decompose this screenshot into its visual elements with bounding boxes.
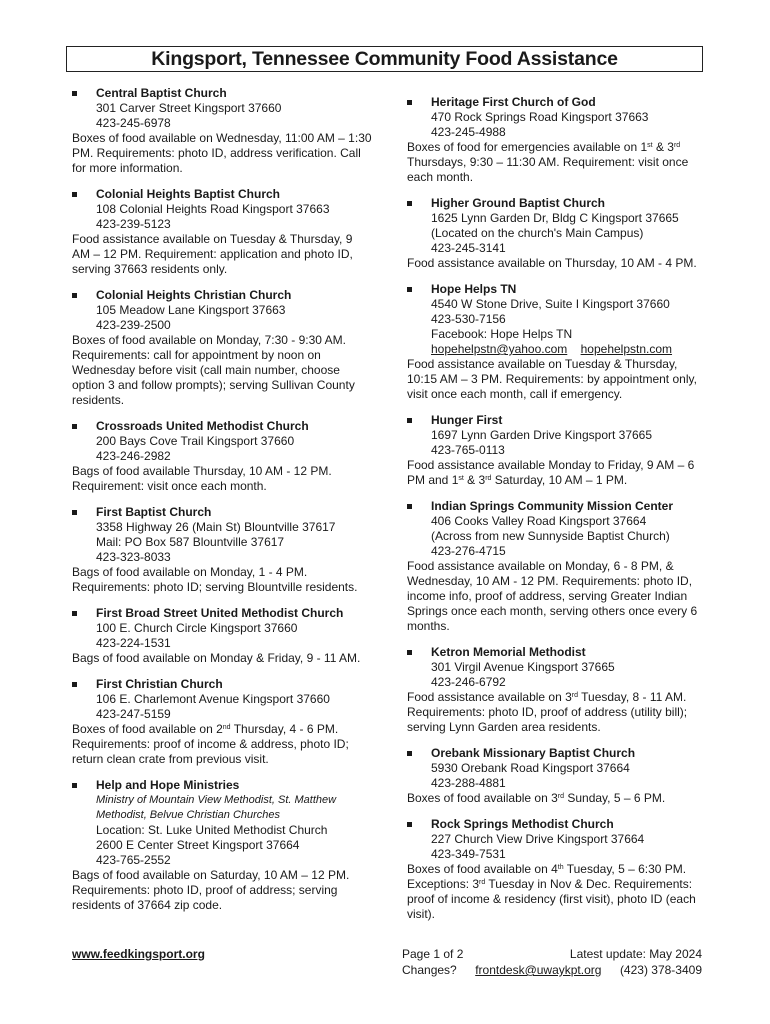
entry-name — [407, 196, 707, 211]
entry-detail-line: 423-288-4881 — [431, 776, 506, 790]
entry-detail-line: 108 Colonial Heights Road Kingsport 37663 — [96, 202, 330, 216]
entry-name-text: Crossroads United Methodist Church — [96, 419, 309, 433]
food-pantry-entry — [407, 645, 707, 735]
bullet-icon — [407, 418, 412, 423]
entry-name — [72, 288, 372, 303]
entry-detail-line: 1625 Lynn Garden Dr, Bldg C Kingsport 37665 — [431, 211, 679, 225]
entry-name — [407, 645, 707, 660]
left-column — [72, 86, 372, 913]
entry-description: Bags of food available on Saturday, 10 AM – 12 PM. Requirements: photo ID, proof of address; serving residents of 37664 zip code. — [72, 868, 350, 912]
bullet-icon — [407, 751, 412, 756]
entry-description: Boxes of food available on 2nd Thursday, 4 - 6 PM. Requirements: proof of income & address, photo ID; return clean crate from previous visit. — [72, 722, 349, 766]
entry-detail-line: 423-246-2982 — [96, 449, 171, 463]
food-pantry-entry — [72, 187, 372, 277]
bullet-icon — [407, 287, 412, 292]
bullet-icon — [72, 293, 77, 298]
entry-detail-line: 301 Carver Street Kingsport 37660 — [96, 101, 282, 115]
entry-description: Food assistance available on Tuesday & Thursday, 10:15 AM – 3 PM. Requirements: by appointment only, visit once each month, call if emergency. — [407, 357, 697, 401]
entry-detail-line: 423-323-8033 — [96, 550, 171, 564]
bullet-icon — [72, 510, 77, 515]
entry-detail-line: 3358 Highway 26 (Main St) Blountville 37617 — [96, 520, 336, 534]
entry-description: Boxes of food for emergencies available on 1st & 3rd Thursdays, 9:30 – 11:30 AM. Requirement: visit once each month. — [407, 140, 689, 184]
entry-detail-line: 406 Cooks Valley Road Kingsport 37664 — [431, 514, 647, 528]
entry-description: Food assistance available on Thursday, 10 AM - 4 PM. — [407, 256, 697, 270]
footer-info — [402, 946, 702, 978]
bullet-icon — [407, 650, 412, 655]
food-pantry-entry — [72, 505, 372, 595]
entry-detail-line: 1697 Lynn Garden Drive Kingsport 37665 — [431, 428, 653, 442]
food-pantry-entry — [407, 499, 707, 634]
latest-update: Latest update: May 2024 — [569, 947, 702, 961]
food-pantry-entry — [72, 778, 372, 913]
food-pantry-entry — [407, 413, 707, 488]
bullet-icon — [72, 192, 77, 197]
entry-name — [72, 606, 372, 621]
entry-detail-line: 423-245-3141 — [431, 241, 506, 255]
entry-name — [72, 505, 372, 520]
entry-name — [407, 817, 707, 832]
entry-detail-line: 105 Meadow Lane Kingsport 37663 — [96, 303, 286, 317]
entry-detail-line: 4540 W Stone Drive, Suite I Kingsport 37660 — [431, 297, 670, 311]
food-pantry-entry — [72, 677, 372, 767]
bullet-icon — [72, 91, 77, 96]
food-pantry-entry — [72, 419, 372, 494]
entry-name — [407, 499, 707, 514]
entry-description: Boxes of food available on Wednesday, 11:00 AM – 1:30 PM. Requirements: photo ID, address verification. Call for more information. — [72, 131, 372, 175]
entry-name — [72, 419, 372, 434]
food-pantry-entry — [407, 95, 707, 185]
title-box — [66, 46, 703, 72]
entry-description: Boxes of food available on Monday, 7:30 - 9:30 AM. Requirements: call for appointment by noon on Wednesday before visit (call main number, choose option 3 and follow prompts); serving Sullivan County residents. — [72, 333, 355, 407]
entry-detail-line: 423-239-2500 — [96, 318, 171, 332]
entry-detail-line: 423-349-7531 — [431, 847, 506, 861]
entry-detail-line: 423-246-6792 — [431, 675, 506, 689]
entry-detail-line: Facebook: Hope Helps TN — [431, 327, 573, 341]
entry-description: Food assistance available on 3rd Tuesday, 8 - 11 AM. Requirements: photo ID, proof of address (utility bill); serving Lynn Garden area residents. — [407, 690, 688, 734]
entry-description: Boxes of food available on 4th Tuesday, 5 – 6:30 PM. Exceptions: 3rd Tuesday in Nov & Dec. Requirements: proof of income & residency (first visit), photo ID (each visit). — [407, 862, 696, 921]
entry-detail-line: 423-276-4715 — [431, 544, 506, 558]
entry-description: Food assistance available Monday to Friday, 9 AM – 6 PM and 1st & 3rd Saturday, 10 AM – 1 PM. — [407, 458, 695, 487]
entry-name — [72, 86, 372, 101]
entry-name-text: Higher Ground Baptist Church — [431, 196, 605, 210]
entry-name — [407, 95, 707, 110]
entry-detail-line: Mail: PO Box 587 Blountville 37617 — [96, 535, 285, 549]
entry-name-text: Ketron Memorial Methodist — [431, 645, 586, 659]
entry-name — [407, 413, 707, 428]
entry-detail-line: 423-765-0113 — [431, 443, 505, 457]
changes-label: Changes? — [402, 963, 457, 977]
entry-name-text: Indian Springs Community Mission Center — [431, 499, 674, 513]
entry-name-text: First Baptist Church — [96, 505, 212, 519]
entry-detail-line: 227 Church View Drive Kingsport 37664 — [431, 832, 645, 846]
food-pantry-entry — [407, 282, 707, 402]
entry-detail-line: Location: St. Luke United Methodist Church — [96, 823, 328, 837]
entry-detail-line: 423-247-5159 — [96, 707, 171, 721]
entry-description: Bags of food available on Monday, 1 - 4 PM. Requirements: photo ID; serving Blountville residents. — [72, 565, 358, 594]
entry-detail-line: 100 E. Church Circle Kingsport 37660 — [96, 621, 298, 635]
entry-name — [72, 778, 372, 793]
website-link[interactable]: hopehelpstn.com — [580, 342, 673, 356]
entry-detail-line: 423-239-5123 — [96, 217, 171, 231]
entry-name-text: Colonial Heights Christian Church — [96, 288, 292, 302]
entry-description: Boxes of food available on 3rd Sunday, 5 – 6 PM. — [407, 791, 666, 805]
entry-name-text: Heritage First Church of God — [431, 95, 596, 109]
bullet-icon — [407, 100, 412, 105]
entry-note: Ministry of Mountain View Methodist, St. Matthew Methodist, Belvue Christian Churches — [96, 794, 337, 821]
entry-detail-line: 470 Rock Springs Road Kingsport 37663 — [431, 110, 649, 124]
entry-description: Bags of food available on Monday & Friday, 9 - 11 AM. — [72, 651, 361, 665]
entry-detail-line: (Located on the church's Main Campus) — [431, 226, 644, 240]
entry-detail-line: 423-245-6978 — [96, 116, 171, 130]
entry-description: Food assistance available on Tuesday & Thursday, 9 AM – 12 PM. Requirement: application and photo ID, serving 37663 residents only. — [72, 232, 353, 276]
food-pantry-entry — [72, 86, 372, 176]
bullet-icon — [407, 504, 412, 509]
page-number: Page 1 of 2 — [402, 947, 464, 961]
entry-contact-links — [407, 342, 707, 357]
entry-name — [407, 746, 707, 761]
entry-description: Bags of food available Thursday, 10 AM - 12 PM. Requirement: visit once each month. — [72, 464, 332, 493]
entry-detail-line: 301 Virgil Avenue Kingsport 37665 — [431, 660, 615, 674]
food-pantry-entry — [407, 196, 707, 271]
bullet-icon — [72, 783, 77, 788]
food-pantry-entry — [72, 288, 372, 408]
bullet-icon — [407, 201, 412, 206]
entry-name-text: Rock Springs Methodist Church — [431, 817, 614, 831]
entry-name-text: First Christian Church — [96, 677, 223, 691]
food-pantry-entry — [72, 606, 372, 666]
entry-detail-line: 423-245-4988 — [431, 125, 506, 139]
bullet-icon — [72, 424, 77, 429]
entry-name-text: Colonial Heights Baptist Church — [96, 187, 281, 201]
changes-email-link[interactable]: frontdesk@uwaykpt.org — [475, 963, 602, 977]
entry-name — [72, 187, 372, 202]
entry-detail-line: 423-530-7156 — [431, 312, 506, 326]
page-title: Kingsport, Tennessee Community Food Assistance — [151, 48, 618, 70]
bullet-icon — [72, 682, 77, 687]
entry-detail-line: 2600 E Center Street Kingsport 37664 — [96, 838, 300, 852]
entry-detail-line: 423-224-1531 — [96, 636, 171, 650]
entry-detail-line: 423-765-2552 — [96, 853, 171, 867]
entry-detail-line: 200 Bays Cove Trail Kingsport 37660 — [96, 434, 295, 448]
email-link[interactable]: hopehelpstn@yahoo.com — [431, 342, 568, 356]
bullet-icon — [407, 822, 412, 827]
entry-description: Food assistance available on Monday, 6 - 8 PM, & Wednesday, 10 AM - 12 PM. Requirements: photo ID, income info, proof of address, serving Greater Indian Springs once each month, serving others once every 6 months. — [407, 559, 698, 633]
bullet-icon — [72, 611, 77, 616]
entry-name — [407, 282, 707, 297]
entry-name-text: First Broad Street United Methodist Church — [96, 606, 344, 620]
website-link[interactable]: www.feedkingsport.org — [72, 947, 205, 961]
entry-name-text: Hope Helps TN — [431, 282, 517, 296]
changes-phone: (423) 378-3409 — [619, 963, 702, 977]
entry-name-text: Orebank Missionary Baptist Church — [431, 746, 636, 760]
entry-name-text: Hunger First — [431, 413, 503, 427]
entry-detail-line: (Across from new Sunnyside Baptist Church) — [431, 529, 670, 543]
entry-name-text: Central Baptist Church — [96, 86, 227, 100]
food-pantry-entry — [407, 817, 707, 922]
entry-name-text: Help and Hope Ministries — [96, 778, 240, 792]
right-column — [407, 91, 707, 922]
entry-name — [72, 677, 372, 692]
entry-detail-line: 106 E. Charlemont Avenue Kingsport 37660 — [96, 692, 330, 706]
food-pantry-entry — [407, 746, 707, 806]
entry-detail-line: 5930 Orebank Road Kingsport 37664 — [431, 761, 630, 775]
